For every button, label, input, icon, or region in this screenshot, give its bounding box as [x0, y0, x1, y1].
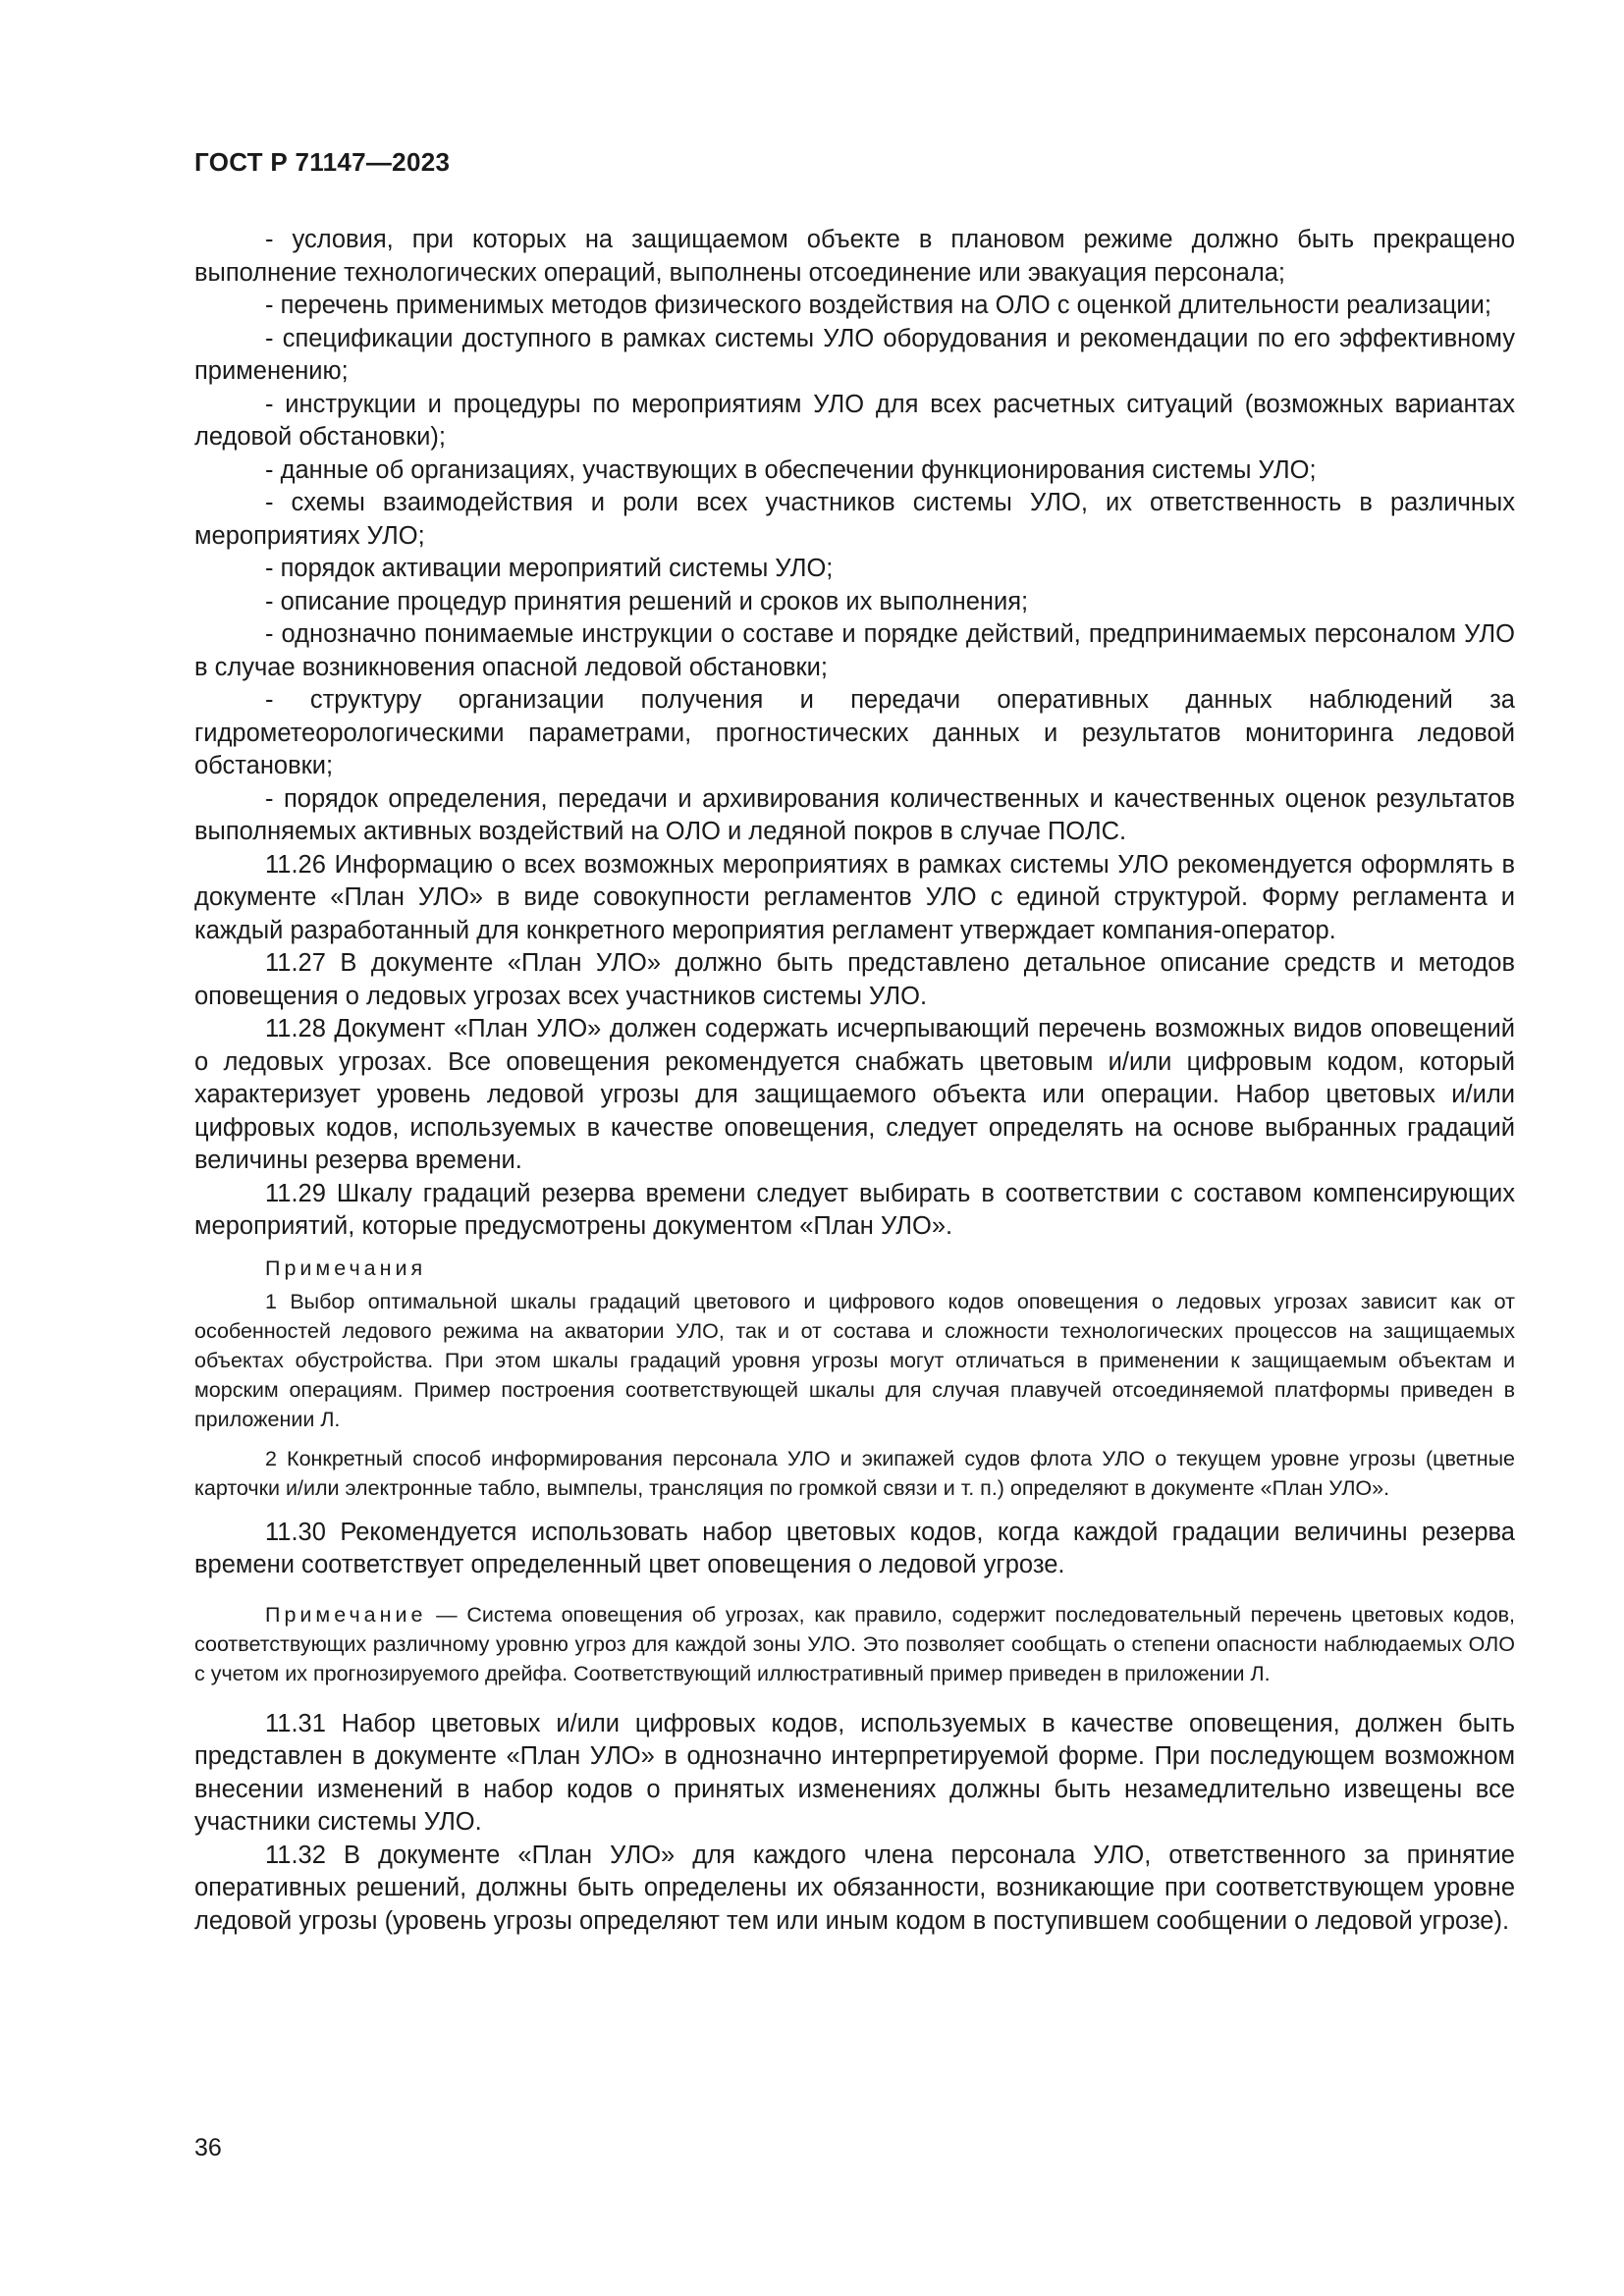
- list-item: - схемы взаимодействия и роли всех участников системы УЛО, их ответственность в различных мероприятиях УЛО;: [194, 489, 1515, 550]
- clause-11-31: 11.31 Набор цветовых и/или цифровых кодов, используемых в качестве оповещения, должен быть представлен в документе «План УЛО» в однозначно интерпретируемой форме. При последующем возможном внесении изменений в набор кодов о принятых изменениях должны быть незамедлительно извещены все участники системы УЛО.: [194, 1709, 1515, 1836]
- document-header: ГОСТ Р 71147—2023: [194, 147, 451, 177]
- single-note: [194, 1600, 1515, 1688]
- clause-11-29: 11.29 Шкалу градаций резерва времени следует выбирать в соответствии с составом компенсирующих мероприятий, которые предусмотрены документом «План УЛО».: [194, 1179, 1515, 1240]
- list-item: - инструкции и процедуры по мероприятиям УЛО для всех расчетных ситуаций (возможных вариантах ледовой обстановки);: [194, 390, 1515, 451]
- list-item: - порядок определения, передачи и архивирования количественных и качественных оценок результатов выполняемых активных воздействий на ОЛО и ледяной покров в случае ПОЛС.: [194, 784, 1515, 845]
- single-note-text: — Система оповещения об угрозах, как правило, содержит последовательный перечень цветовых кодов, соответствующих различному уровню угроз для каждой зоны УЛО. Это позволяет сообщать о степени опасности наблюдаемых ОЛО с учетом их прогнозируемого дрейфа. Соответствующий иллюстративный пример приведен в приложении Л.: [194, 1602, 1515, 1685]
- list-item: - структуру организации получения и передачи оперативных данных наблюдений за гидрометеорологическими параметрами, прогностических данных и результатов мониторинга ледовой обстановки;: [194, 686, 1515, 779]
- clause-11-30: 11.30 Рекомендуется использовать набор цветовых кодов, когда каждой градации величины резерва времени соответствует определенный цвет оповещения о ледовой угрозе.: [194, 1518, 1515, 1578]
- document-body: [194, 224, 1515, 1938]
- page-number: 36: [194, 2134, 222, 2162]
- notes-title: Примечания: [265, 1255, 427, 1280]
- clause-11-26: 11.26 Информацию о всех возможных мероприятиях в рамках системы УЛО рекомендуется оформлять в документе «План УЛО» в виде совокупности регламентов УЛО с единой структурой. Форму регламента и каждый разработанный для конкретного мероприятия регламент утверждает компания-оператор.: [194, 850, 1515, 944]
- clause-11-32: 11.32 В документе «План УЛО» для каждого члена персонала УЛО, ответственного за принятие оперативных решений, должны быть определены их обязанности, возникающие при соответствующем уровне ледовой угрозы (уровень угрозы определяют тем или иным кодом в поступившем сообщении о ледовой угрозе).: [194, 1841, 1515, 1935]
- list-item: - спецификации доступного в рамках системы УЛО оборудования и рекомендации по его эффективному применению;: [194, 324, 1515, 385]
- list-item: - описание процедур принятия решений и сроков их выполнения;: [265, 587, 1029, 615]
- single-note-label: Примечание: [265, 1602, 427, 1627]
- list-item: - данные об организациях, участвующих в обеспечении функционирования системы УЛО;: [265, 455, 1317, 484]
- list-item: - однозначно понимаемые инструкции о составе и порядке действий, предпринимаемых персоналом УЛО в случае возникновения опасной ледовой обстановки;: [194, 620, 1515, 681]
- document-page: [194, 0, 1515, 2296]
- list-item: - порядок активации мероприятий системы УЛО;: [265, 555, 834, 582]
- clause-11-27: 11.27 В документе «План УЛО» должно быть представлено детальное описание средств и методов оповещения о ледовых угрозах всех участников системы УЛО.: [194, 949, 1515, 1010]
- note-1: 1 Выбор оптимальной шкалы градаций цветового и цифрового кодов оповещения о ледовых угрозах зависит как от особенностей ледового режима на акватории УЛО, так и от состава и сложности технологических процессов на защищаемых объектах обустройства. При этом шкалы градаций уровня угрозы могут отличаться в применении к защищаемым объектам и морским операциям. Пример построения соответствующей шкалы для случая плавучей отсоединяемой платформы приведен в приложении Л.: [194, 1289, 1515, 1431]
- list-item: - перечень применимых методов физического воздействия на ОЛО с оценкой длительности реализации;: [265, 292, 1492, 319]
- note-2: 2 Конкретный способ информирования персонала УЛО и экипажей судов флота УЛО о текущем уровне угрозы (цветные карточки и/или электронные табло, вымпелы, трансляция по громкой связи и т. п.) определяют в документе «План УЛО».: [194, 1446, 1515, 1500]
- clause-11-28: 11.28 Документ «План УЛО» должен содержать исчерпывающий перечень возможных видов оповещений о ледовых угрозах. Все оповещения рекомендуется снабжать цветовым и/или цифровым кодом, который характеризует уровень ледовой угрозы для защищаемого объекта или операции. Набор цветовых и/или цифровых кодов, используемых в качестве оповещения, следует определять на основе выбранных градаций величины резерва времени.: [194, 1015, 1515, 1174]
- list-item: - условия, при которых на защищаемом объекте в плановом режиме должно быть прекращено выполнение технологических операций, выполнены отсоединение или эвакуация персонала;: [194, 226, 1515, 287]
